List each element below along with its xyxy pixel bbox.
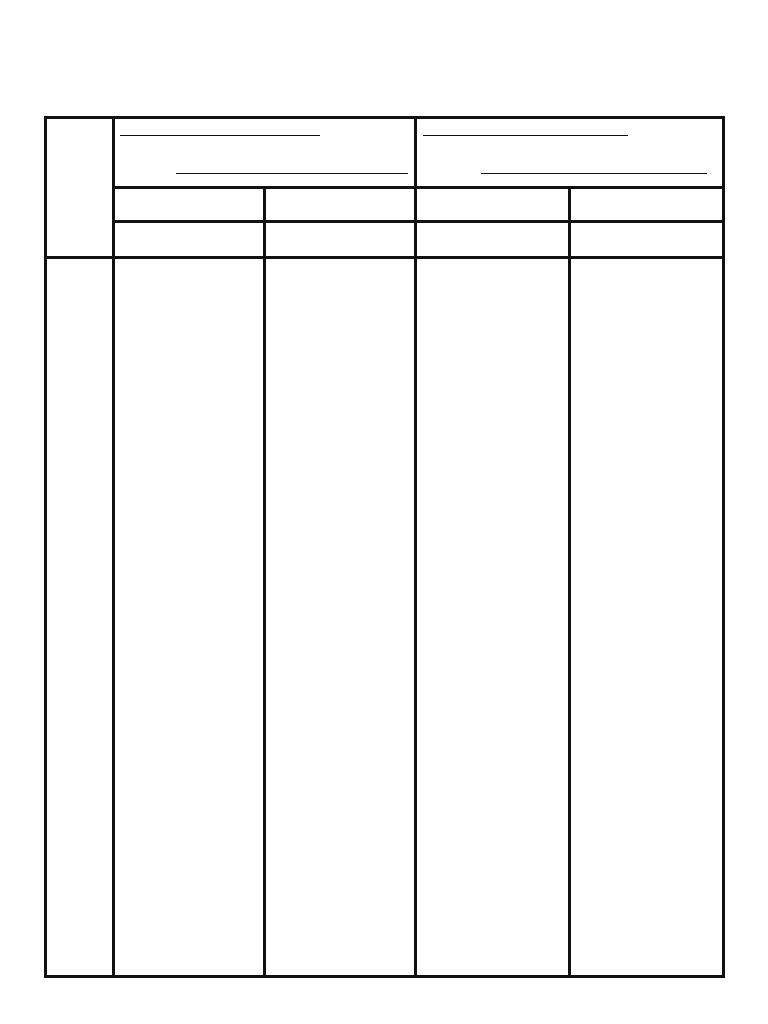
unit-number-blank[interactable] bbox=[120, 135, 320, 136]
unit-location-blank[interactable] bbox=[176, 173, 408, 174]
unit-walkin-divider bbox=[414, 116, 417, 978]
date-column-divider bbox=[112, 116, 115, 978]
table-top-border bbox=[44, 116, 725, 119]
table-left-border bbox=[44, 116, 47, 978]
am-pm-bottom-line bbox=[112, 220, 725, 223]
unit-am-pm-divider bbox=[263, 187, 266, 978]
walkin-am-pm-divider bbox=[568, 187, 571, 978]
table-right-border bbox=[722, 116, 725, 978]
table-bottom-border bbox=[44, 975, 725, 978]
location-bottom-line bbox=[112, 186, 725, 189]
walkin-number-blank[interactable] bbox=[423, 135, 628, 136]
walkin-location-blank[interactable] bbox=[481, 173, 707, 174]
header-bottom-line bbox=[44, 256, 725, 259]
